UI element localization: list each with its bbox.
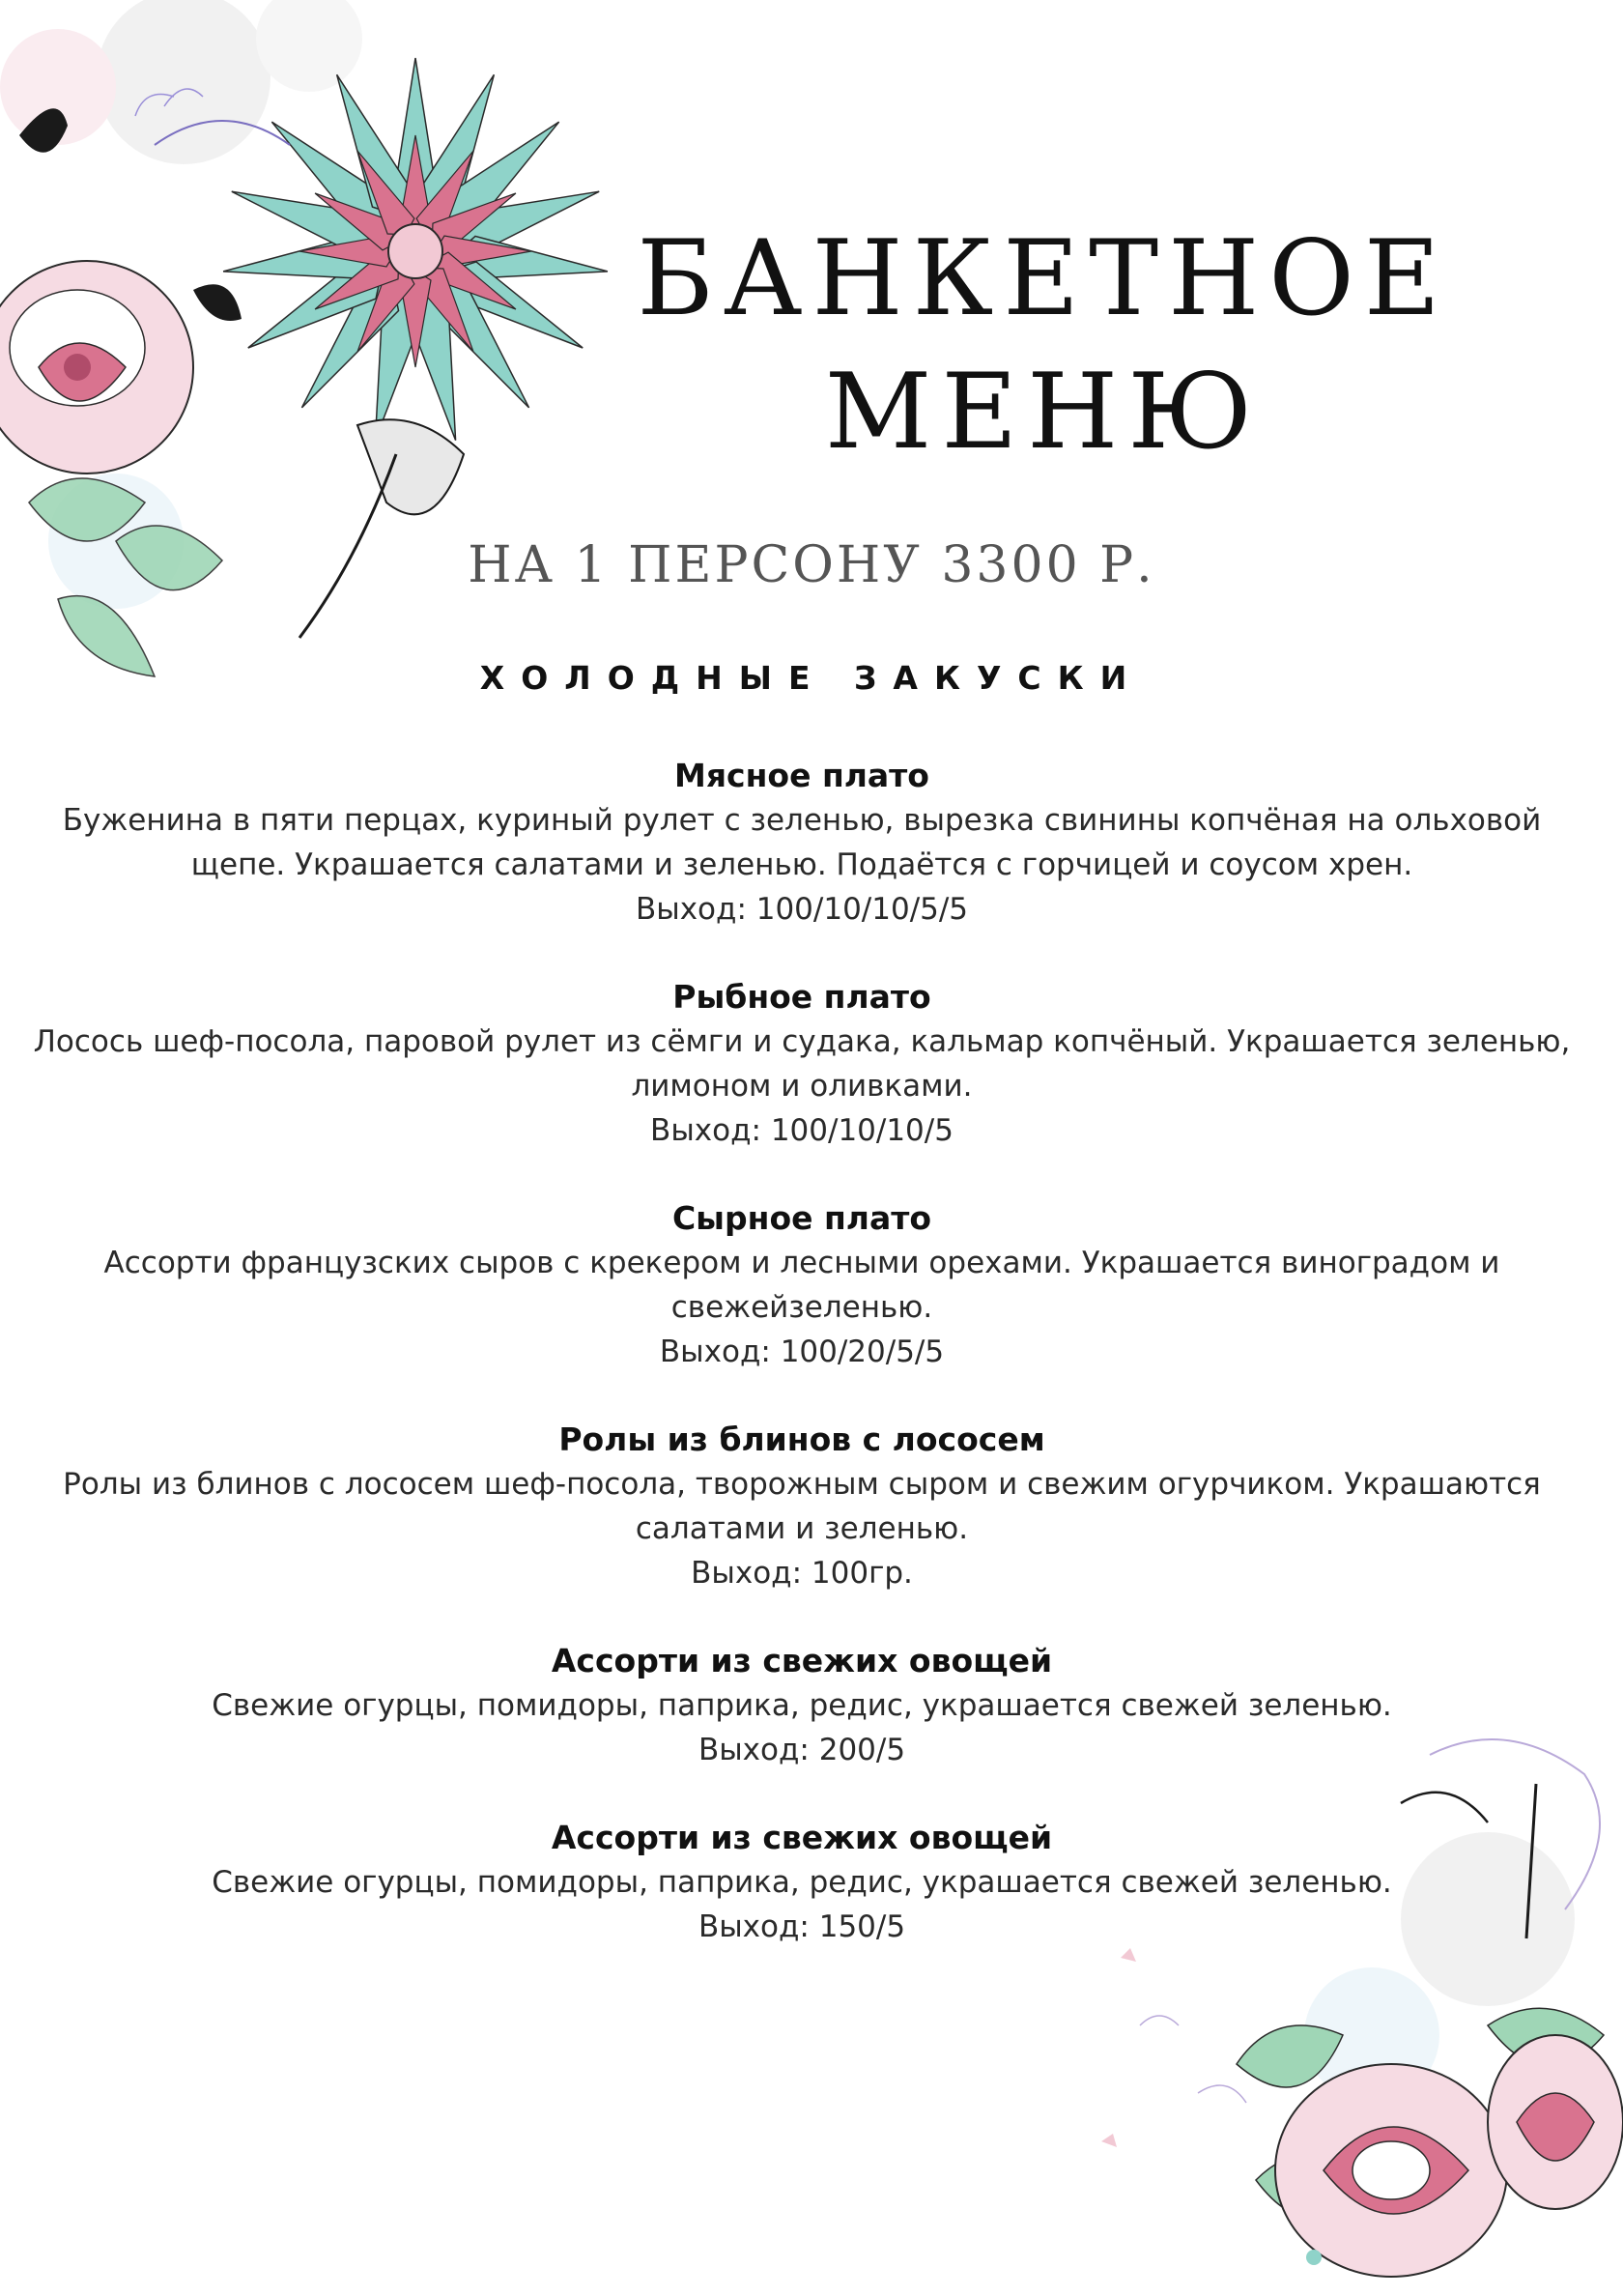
dish-description: Свежие огурцы, помидоры, паприка, редис, украшается свежей зеленью. (212, 1688, 1392, 1723)
dish-yield: Выход: 100/20/5/5 (659, 1335, 945, 1369)
dish-name: Мясное плато (674, 757, 929, 794)
menu-title: БАНКЕТНОЕ МЕНЮ (637, 218, 1450, 473)
menu-item (19, 1639, 1584, 1772)
menu-item (19, 1418, 1584, 1595)
dish-description: Ролы из блинов с лососем шеф-посола, творожным сыром и свежим огурчиком. Украшаются салатами и зеленью. (63, 1467, 1541, 1546)
price-per-person: НА 1 ПЕРСОНУ 3300 Р. (468, 536, 1155, 594)
dish-description: Лосось шеф-посола, паровой рулет из сёмги и судака, кальмар копчёный. Украшается зеленью, лимоном и оливками. (33, 1024, 1571, 1104)
dish-description: Буженина в пяти перцах, куриный рулет с зеленью, вырезка свинины копчёная на ольховой щепе. Украшается салатами и зеленью. Подаётся с горчицей и соусом хрен. (62, 803, 1542, 882)
menu-item (19, 1816, 1584, 1949)
dish-name: Ассорти из свежих овощей (551, 1819, 1053, 1856)
floral-bouquet-icon (0, 0, 618, 715)
dish-yield: Выход: 100/10/10/5 (650, 1113, 954, 1148)
menu-item (19, 754, 1584, 932)
menu-item (19, 1196, 1584, 1374)
dish-description: Ассорти французских сыров с крекером и лесными орехами. Украшается виноградом и свежейзеленью. (103, 1246, 1500, 1325)
dish-name: Ассорти из свежих овощей (551, 1642, 1053, 1679)
menu-items-list (19, 754, 1584, 1993)
dish-yield: Выход: 150/5 (698, 1909, 906, 1944)
section-heading: ХОЛОДНЫЕ ЗАКУСКИ (479, 659, 1144, 697)
dish-name: Рыбное плато (672, 978, 931, 1016)
dish-name: Ролы из блинов с лососем (558, 1421, 1045, 1458)
menu-item (19, 975, 1584, 1153)
dish-name: Сырное плато (671, 1199, 932, 1237)
dish-yield: Выход: 200/5 (698, 1733, 906, 1767)
dish-yield: Выход: 100/10/10/5/5 (635, 892, 969, 927)
dish-description: Свежие огурцы, помидоры, паприка, редис, украшается свежей зеленью. (212, 1865, 1392, 1900)
dish-yield: Выход: 100гр. (691, 1556, 913, 1591)
